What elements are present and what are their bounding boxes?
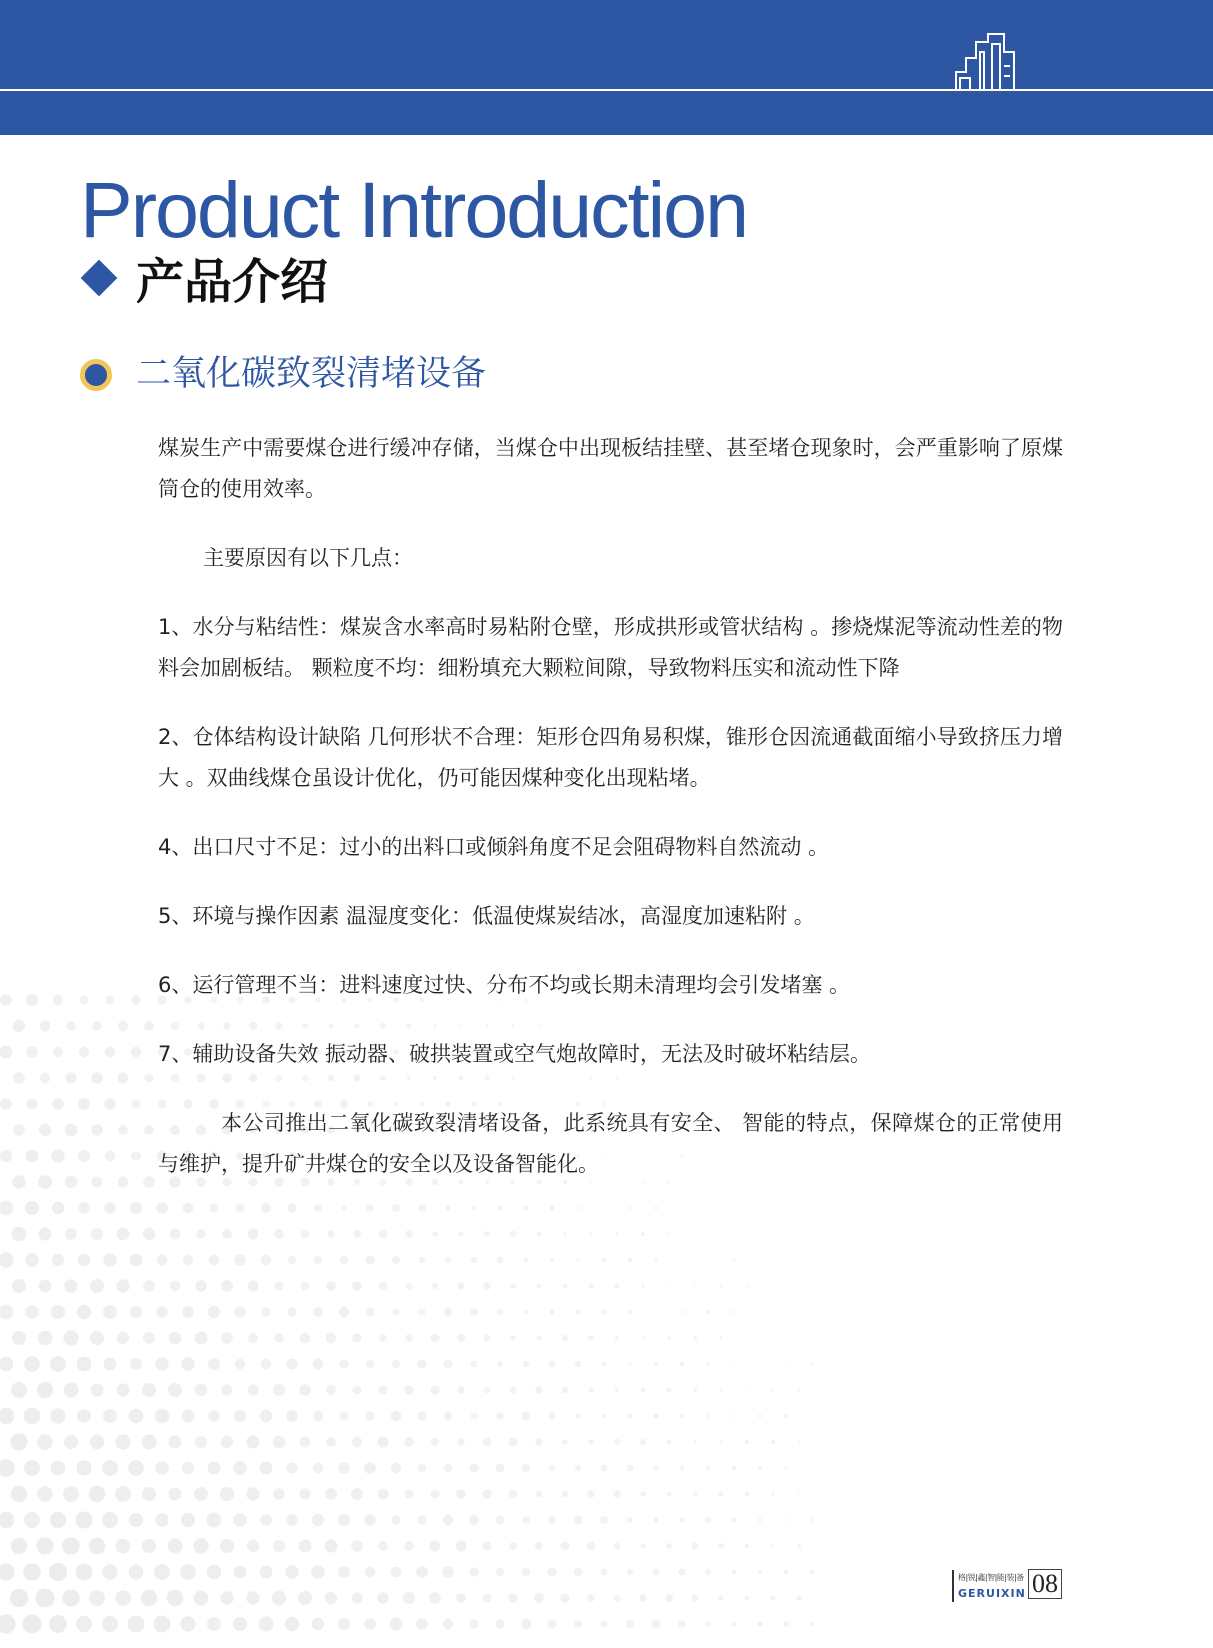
paragraph-intro: 煤炭生产中需要煤仓进行缓冲存储，当煤仓中出现板结挂壁、甚至堵仓现象时，会严重影响了原煤筒仓的使用效率。 [158,436,1063,501]
buildings-skyline-icon [938,30,1058,92]
footer-brand [952,1568,1067,1604]
body-text [158,428,1063,1213]
page-title-en: Product Introduction [80,165,748,254]
paragraph-reason-5: 5、环境与操作因素 温湿度变化：低温使煤炭结冰，高湿度加速粘附 。 [158,904,815,928]
paragraph-reason-1: 1、水分与粘结性：煤炭含水率高时易粘附仓壁，形成拱形或管状结构 。掺烧煤泥等流动性差的物料会加剧板结。 颗粒度不均：细粉填充大颗粒间隙，导致物料压实和流动性下降 [158,615,1063,680]
section-title: 二氧化碳致裂清堵设备 [136,354,487,394]
paragraph-reasons-heading: 主要原因有以下几点： [203,546,413,570]
paragraph-reason-6: 6、运行管理不当：进料速度过快、分布不均或长期未清理均会引发堵塞 。 [158,973,851,997]
footer-brand-en: GERUIXIN [958,1587,1026,1600]
paragraph-reason-4: 4、出口尺寸不足：过小的出料口或倾斜角度不足会阻碍物料自然流动 。 [158,835,830,859]
paragraph-reason-2: 2、仓体结构设计缺陷 几何形状不合理：矩形仓四角易积煤，锥形仓因流通截面缩小导致挤压力增大 。双曲线煤仓虽设计优化，仍可能因煤种变化出现粘堵。 [158,725,1063,790]
header-band [0,0,1213,135]
footer-brand-cn: 格|锐|鑫|智|能|装|备 [958,1573,1024,1582]
paragraph-reason-7: 7、辅助设备失效 振动器、破拱装置或空气炮故障时，无法及时破坏粘结层。 [158,1042,872,1066]
circle-bullet-icon [80,359,112,391]
page-number: 08 [1028,1569,1062,1599]
paragraph-conclusion: 本公司推出二氧化碳致裂清堵设备，此系统具有安全、 智能的特点，保障煤仓的正常使用与维护，提升矿井煤仓的安全以及设备智能化。 [158,1111,1063,1176]
footer-divider [952,1570,954,1602]
page-title-cn: 产品介绍 [136,254,329,310]
diamond-bullet-icon [81,260,118,297]
